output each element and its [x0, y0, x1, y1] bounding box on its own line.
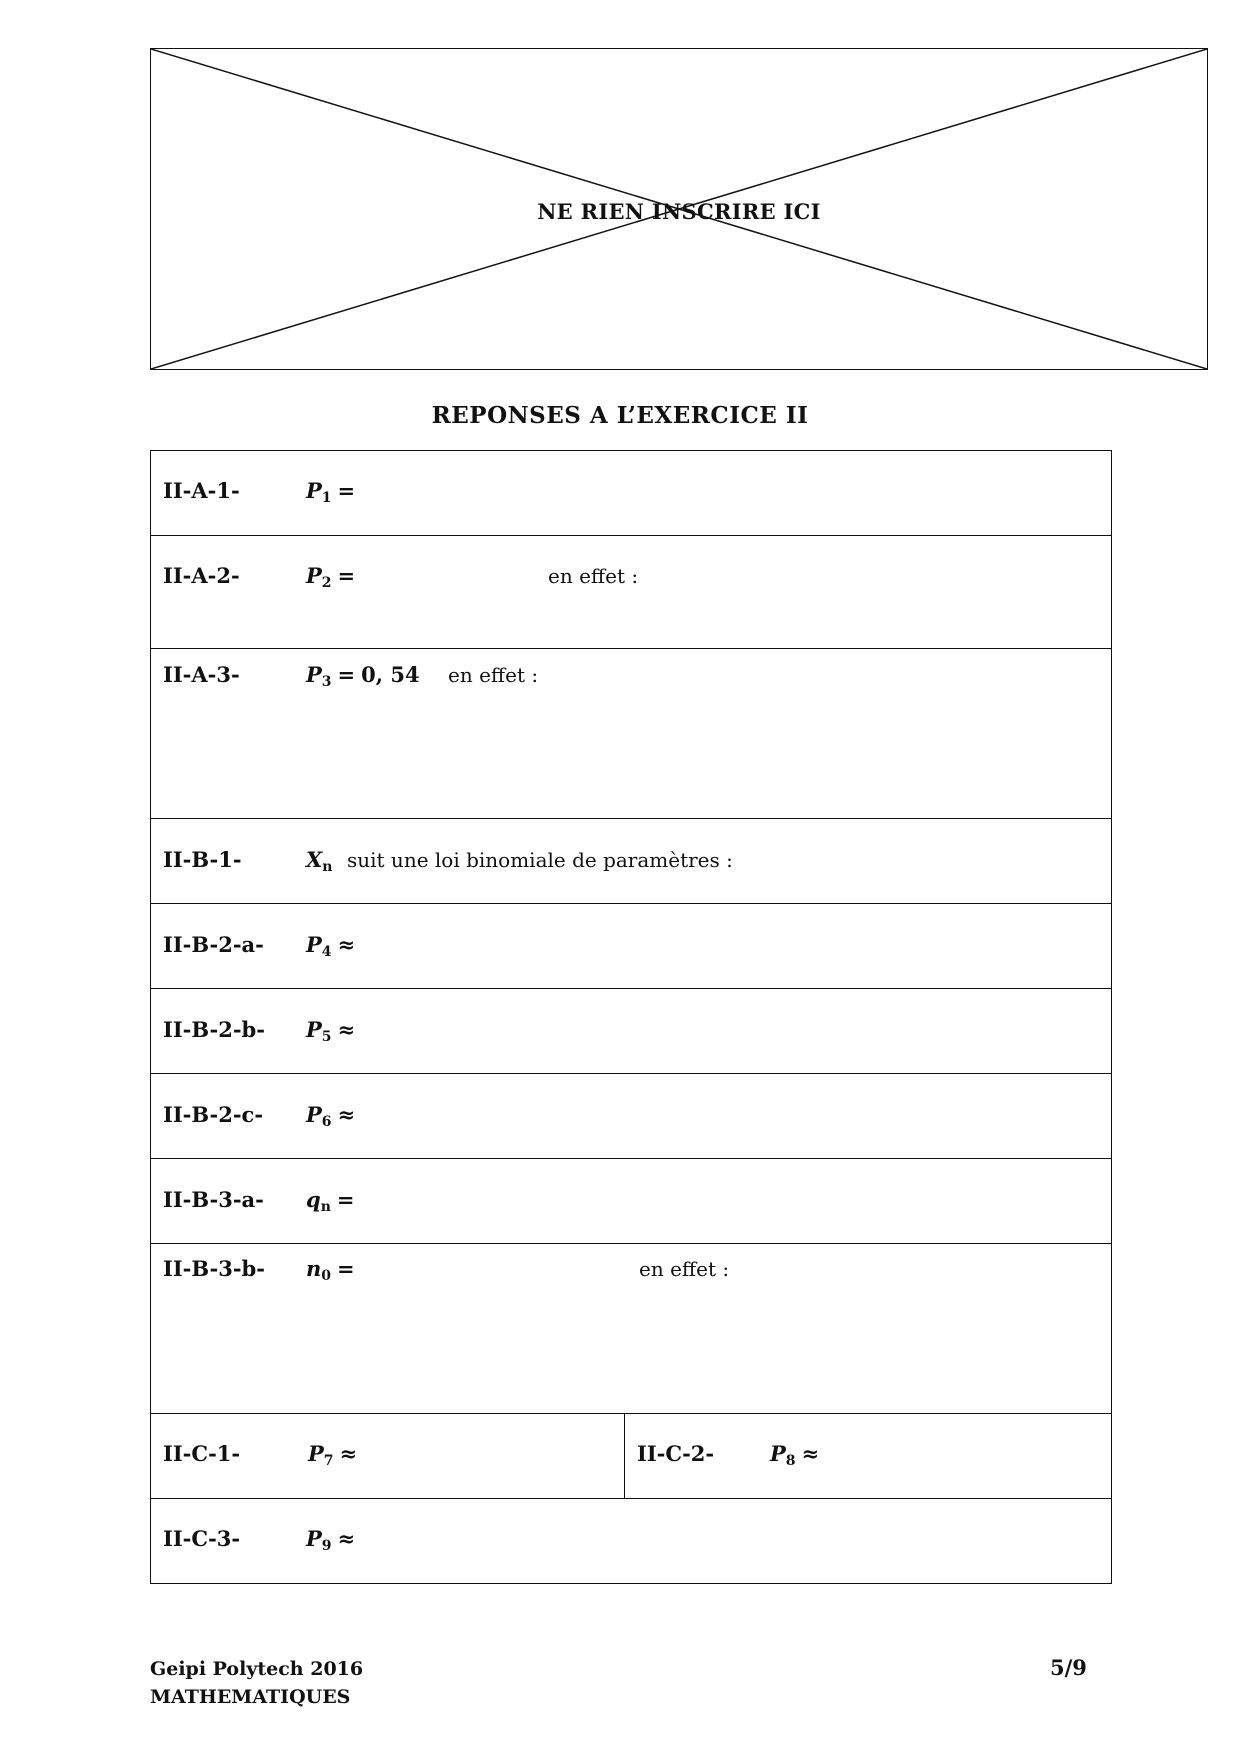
answer-row-II-B-2-c[interactable]: [151, 1074, 1111, 1159]
note-text: en effet :: [639, 1257, 730, 1281]
note-text: en effet :: [448, 663, 539, 687]
question-label: II-B-3-b-: [163, 1256, 265, 1281]
math-expression: $q_n$ =: [306, 1187, 355, 1215]
question-label: II-B-3-a-: [163, 1187, 264, 1212]
question-label: II-B-2-b-: [163, 1017, 265, 1042]
question-label: II-B-2-a-: [163, 932, 264, 957]
math-expression: $P_5$ ≈: [306, 1017, 356, 1045]
math-expression: $n_0$ =: [306, 1256, 355, 1284]
answer-row-II-A-3[interactable]: [151, 649, 1111, 819]
footer-exam-name: Geipi Polytech 2016: [150, 1658, 364, 1680]
math-expression: $P_9$ ≈: [306, 1526, 356, 1554]
answer-cell-II-C-1[interactable]: [151, 1414, 625, 1498]
answer-row-II-C-3[interactable]: [151, 1499, 1111, 1583]
question-label: II-B-2-c-: [163, 1102, 264, 1127]
question-label: II-A-3-: [163, 662, 240, 687]
question-label: II-C-3-: [163, 1526, 241, 1551]
footer-subject: MATHEMATIQUES: [150, 1686, 351, 1708]
do-not-write-box: [150, 48, 1208, 370]
math-expression: $P_3 = 0$, 54: [306, 662, 420, 690]
math-expression: $X_n$: [306, 847, 333, 875]
question-label: II-B-1-: [163, 847, 242, 872]
answer-sheet: [150, 450, 1112, 1584]
question-label: II-A-1-: [163, 478, 240, 503]
math-expression: $P_7$ ≈: [308, 1441, 358, 1469]
answer-row-II-B-2-b[interactable]: [151, 989, 1111, 1074]
answer-cell-II-C-2[interactable]: [625, 1414, 1111, 1498]
answer-row-II-C-1-2: [151, 1414, 1111, 1499]
math-expression: $P_2$ =: [306, 563, 356, 591]
math-expression: $P_6$ ≈: [306, 1102, 356, 1130]
question-label: II-C-2-: [637, 1441, 715, 1466]
answer-row-II-B-3-a[interactable]: [151, 1159, 1111, 1244]
statement-text: suit une loi binomiale de paramètres :: [347, 848, 733, 872]
note-text: en effet :: [548, 564, 639, 588]
answer-row-II-A-1[interactable]: [151, 451, 1111, 536]
math-expression: $P_1$ =: [306, 478, 356, 506]
math-expression: $P_4$ ≈: [306, 932, 356, 960]
answer-row-II-B-3-b[interactable]: [151, 1244, 1111, 1414]
page-title: REPONSES A L’EXERCICE II: [431, 402, 809, 429]
do-not-write-label: NE RIEN INSCRIRE ICI: [537, 199, 821, 224]
question-label: II-A-2-: [163, 563, 240, 588]
footer: [150, 1655, 363, 1711]
answer-row-II-B-1[interactable]: [151, 819, 1111, 904]
math-expression: $P_8$ ≈: [770, 1441, 820, 1469]
question-label: II-C-1-: [163, 1441, 241, 1466]
answer-row-II-A-2[interactable]: [151, 536, 1111, 649]
page-number: 5/9: [1050, 1655, 1087, 1680]
answer-row-II-B-2-a[interactable]: [151, 904, 1111, 989]
